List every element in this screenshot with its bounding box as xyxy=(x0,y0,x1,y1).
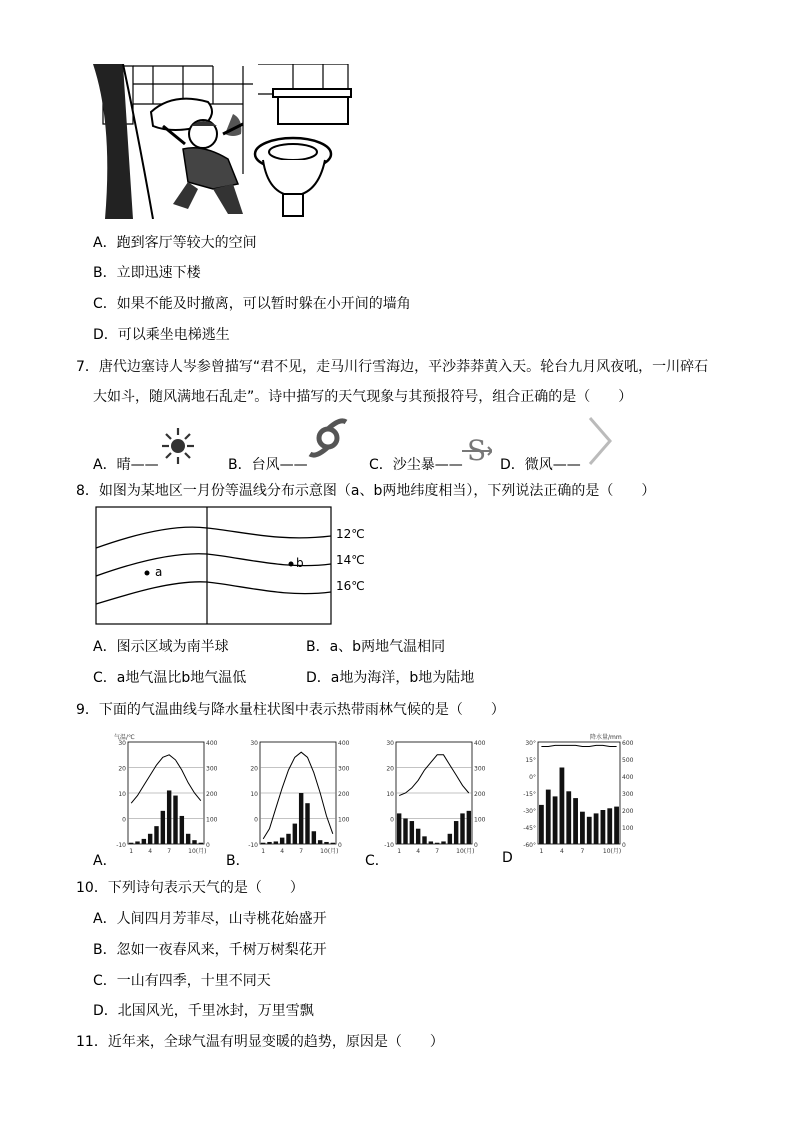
precipitation-bar xyxy=(441,841,445,844)
left-tick-label: 0 xyxy=(254,816,258,824)
q9-stem: 9．下面的气温曲线与降水量柱状图中表示热带雨林气候的是（ ） xyxy=(76,702,505,718)
q7-option-d: D．微风—— xyxy=(500,457,581,473)
precipitation-bar xyxy=(274,841,278,844)
point-b-label: b xyxy=(296,556,304,570)
climate-chart-d xyxy=(516,730,640,860)
right-tick-label: 400 xyxy=(622,774,634,781)
climate-chart-b xyxy=(244,730,356,860)
q10-option-b: B．忽如一夜春风来，千树万树梨花开 xyxy=(93,942,327,958)
month-tick-label: 7 xyxy=(435,848,440,855)
month-tick-label: 1 xyxy=(261,848,266,855)
isotherm-label-16: 16℃ xyxy=(336,579,365,593)
left-tick-label: -15° xyxy=(523,791,536,798)
precipitation-bar xyxy=(135,841,139,844)
precipitation-bar xyxy=(293,824,297,844)
q6-option-a: A．跑到客厅等较大的空间 xyxy=(93,235,257,251)
precipitation-bar xyxy=(422,836,426,844)
month-tick-label: 1 xyxy=(129,848,134,855)
left-tick-label: -10 xyxy=(248,842,258,849)
left-tick-label: -30° xyxy=(523,808,536,815)
right-tick-label: 100 xyxy=(622,825,634,832)
right-tick-label: 200 xyxy=(206,791,218,798)
right-tick-label: 300 xyxy=(206,765,218,773)
q8-option-b: B．a、b两地气温相同 xyxy=(306,639,446,655)
typhoon-symbol-icon xyxy=(306,414,350,460)
month-tick-label: 7 xyxy=(299,848,304,855)
breeze-symbol-icon xyxy=(586,416,614,466)
q7-option-b: B．台风—— xyxy=(228,457,308,473)
right-tick-label: 300 xyxy=(622,791,634,798)
precipitation-bar xyxy=(129,843,133,844)
precipitation-bar xyxy=(573,798,578,844)
precipitation-bar xyxy=(410,821,414,844)
precipitation-bar xyxy=(594,813,599,844)
precip-axis-title: 降水量/mm xyxy=(590,734,622,741)
precipitation-bar xyxy=(601,810,606,844)
isotherm-label-14: 14℃ xyxy=(336,553,365,567)
precipitation-bar xyxy=(324,842,328,844)
sandstorm-symbol-icon xyxy=(462,430,492,470)
q10-stem: 10．下列诗句表示天气的是（ ） xyxy=(76,880,304,896)
q10-option-a: A．人间四月芳菲尽，山寺桃花始盛开 xyxy=(93,911,327,927)
precipitation-bar xyxy=(180,816,184,844)
precipitation-bar xyxy=(318,840,322,844)
right-tick-label: 100 xyxy=(338,816,350,824)
q8-option-a: A．图示区域为南半球 xyxy=(93,639,229,655)
precipitation-bar xyxy=(261,843,265,844)
point-a-label: a xyxy=(155,565,163,579)
month-tick-label: 7 xyxy=(580,848,585,855)
month-tick-label: 7 xyxy=(167,848,172,855)
right-tick-label: 300 xyxy=(338,765,350,773)
climate-chart-a xyxy=(112,730,224,860)
temperature-line xyxy=(399,755,469,796)
chart-c-label: C． xyxy=(365,853,389,869)
precipitation-bar xyxy=(186,834,190,844)
precipitation-bar xyxy=(286,834,290,844)
precipitation-bar xyxy=(454,821,458,844)
left-tick-label: 20 xyxy=(250,765,258,773)
right-tick-label: 100 xyxy=(474,816,486,824)
precipitation-bar xyxy=(566,791,571,844)
precipitation-bar xyxy=(192,840,196,844)
left-tick-label: 10 xyxy=(250,791,258,798)
left-tick-label: 0° xyxy=(529,774,536,781)
right-tick-label: 0 xyxy=(338,842,342,849)
earthquake-illustration xyxy=(93,64,353,219)
climate-chart-c xyxy=(380,730,492,860)
month-tick-label: 10(月) xyxy=(456,848,475,855)
month-tick-label: 4 xyxy=(280,848,285,855)
month-tick-label: 10(月) xyxy=(602,848,622,855)
precipitation-bar xyxy=(154,826,158,844)
chart-b-label: B． xyxy=(226,853,250,869)
left-tick-label: -10 xyxy=(116,842,126,849)
month-tick-label: 4 xyxy=(148,848,153,855)
right-tick-label: 200 xyxy=(338,791,350,798)
q8-stem: 8．如图为某地区一月份等温线分布示意图（a、b两地纬度相当），下列说法正确的是（ ） xyxy=(76,483,656,499)
left-tick-label: -45° xyxy=(523,825,536,832)
precipitation-bar xyxy=(553,796,558,844)
left-tick-label: 0 xyxy=(390,816,394,824)
month-tick-label: 10(月) xyxy=(320,848,339,855)
q6-option-c: C．如果不能及时撤离，可以暂时躲在小开间的墙角 xyxy=(93,296,411,312)
precipitation-bar xyxy=(280,838,284,844)
q6-option-b: B．立即迅速下楼 xyxy=(93,265,201,281)
precipitation-bar xyxy=(199,843,203,844)
q10-option-d: D．北国风光，千里冰封，万里雪飘 xyxy=(93,1003,314,1019)
month-tick-label: 4 xyxy=(416,848,421,855)
isotherm-map xyxy=(95,506,375,626)
right-tick-label: 200 xyxy=(622,808,634,815)
precipitation-bar xyxy=(546,790,551,844)
left-tick-label: 15° xyxy=(525,757,536,764)
point-a-marker xyxy=(145,571,150,576)
q8-option-d: D．a地为海洋，b地为陆地 xyxy=(306,670,475,686)
left-tick-label: 30 xyxy=(250,740,258,747)
left-tick-label: 20 xyxy=(386,765,394,773)
sunny-symbol-icon xyxy=(160,426,196,466)
month-tick-label: 1 xyxy=(397,848,402,855)
precipitation-bar xyxy=(607,808,612,844)
month-tick-label: 10(月) xyxy=(188,848,207,855)
right-tick-label: 100 xyxy=(206,816,218,824)
right-tick-label: 0 xyxy=(206,842,210,849)
precipitation-bar xyxy=(331,843,335,844)
right-tick-label: 500 xyxy=(622,757,634,764)
q10-option-c: C．一山有四季，十里不同天 xyxy=(93,973,271,989)
temp-axis-title: 气温/℃ xyxy=(114,734,135,741)
right-tick-label: 300 xyxy=(474,765,486,773)
precipitation-bar xyxy=(460,813,464,844)
q7-option-c: C．沙尘暴—— xyxy=(369,457,463,473)
point-b-marker xyxy=(289,562,294,567)
left-tick-label: 30 xyxy=(386,740,394,747)
precipitation-bar xyxy=(614,807,619,844)
precipitation-bar xyxy=(580,812,585,844)
q8-option-c: C．a地气温比b地气温低 xyxy=(93,670,247,686)
precipitation-bar xyxy=(299,793,303,844)
q7-option-a: A．晴—— xyxy=(93,457,159,473)
right-tick-label: 400 xyxy=(474,740,486,747)
q7-stem-line1: 7．唐代边塞诗人岑参曾描写“君不见，走马川行雪海边，平沙莽莽黄入天。轮台九月风夜吼，一川碎石 xyxy=(76,359,709,375)
month-tick-label: 1 xyxy=(539,848,544,855)
precipitation-bar xyxy=(539,805,544,844)
q7-stem-line2: 大如斗，随风满地石乱走”。诗中描写的天气现象与其预报符号，组合正确的是（ ） xyxy=(93,389,633,405)
chart-d-label: D xyxy=(502,850,513,866)
temperature-line xyxy=(131,755,201,803)
chart-a-label: A． xyxy=(93,853,117,869)
q6-option-d: D．可以乘坐电梯逃生 xyxy=(93,327,230,343)
left-tick-label: 30° xyxy=(525,740,536,747)
precipitation-bar xyxy=(267,842,271,844)
precipitation-bar xyxy=(467,811,471,844)
right-tick-label: 0 xyxy=(622,842,626,849)
precipitation-bar xyxy=(173,796,177,844)
left-tick-label: 0 xyxy=(122,816,126,824)
left-tick-label: 20 xyxy=(118,765,126,773)
precipitation-bar xyxy=(587,817,592,844)
precipitation-bar xyxy=(305,803,309,844)
precipitation-bar xyxy=(403,819,407,845)
precipitation-bar xyxy=(448,834,452,844)
precipitation-bar xyxy=(167,790,171,844)
precipitation-bar xyxy=(397,813,401,844)
svg-text:S: S xyxy=(467,434,487,467)
left-tick-label: 30 xyxy=(118,740,126,747)
precipitation-bar xyxy=(312,831,316,844)
precipitation-bar xyxy=(435,843,439,844)
precipitation-bar xyxy=(416,829,420,844)
right-tick-label: 200 xyxy=(474,791,486,798)
precipitation-bar xyxy=(161,811,165,844)
left-tick-label: 10 xyxy=(386,791,394,798)
isotherm-label-12: 12℃ xyxy=(336,527,365,541)
left-tick-label: 10 xyxy=(118,791,126,798)
temperature-line xyxy=(541,745,616,746)
precipitation-bar xyxy=(560,768,565,845)
precipitation-bar xyxy=(148,834,152,844)
right-tick-label: 0 xyxy=(474,842,478,849)
month-tick-label: 4 xyxy=(560,848,564,855)
right-tick-label: 400 xyxy=(338,740,350,747)
left-tick-label: -10 xyxy=(384,842,394,849)
precipitation-bar xyxy=(429,841,433,844)
right-tick-label: 600 xyxy=(622,740,634,747)
q11-stem: 11．近年来，全球气温有明显变暖的趋势，原因是（ ） xyxy=(76,1034,444,1050)
temperature-line xyxy=(263,752,333,839)
right-tick-label: 400 xyxy=(206,740,218,747)
left-tick-label: -60° xyxy=(523,842,536,849)
precipitation-bar xyxy=(142,839,146,844)
